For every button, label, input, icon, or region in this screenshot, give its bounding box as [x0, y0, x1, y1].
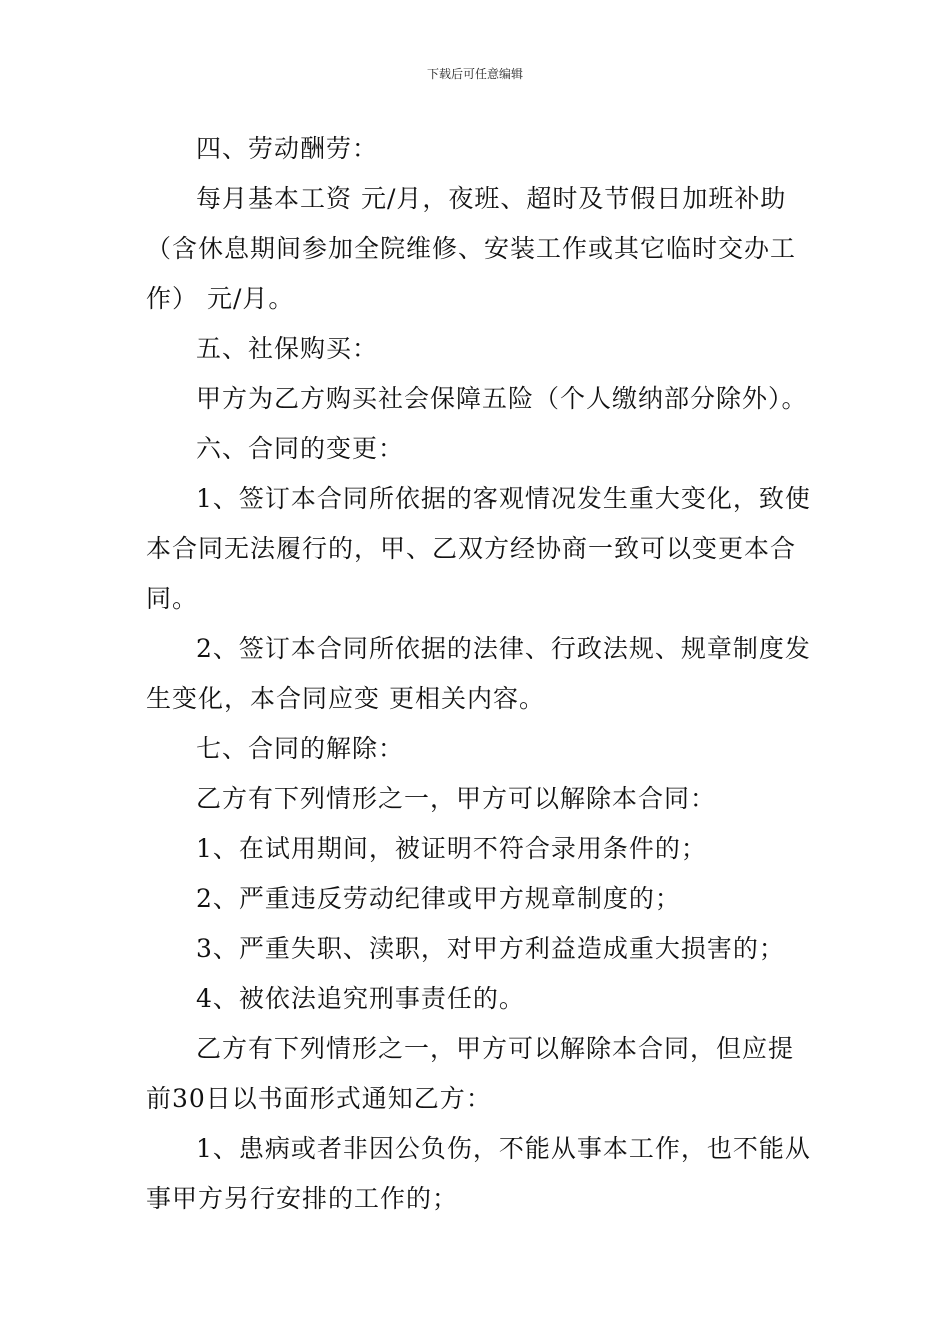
list-item: 1、签订本合同所依据的客观情况发生重大变化，致使: [196, 484, 811, 513]
paragraph-line: （含休息期间参加全院维修、安装工作或其它临时交办工: [146, 234, 797, 263]
paragraph-line: 作） 元/月。: [146, 284, 295, 313]
paragraph-line: 乙方有下列情形之一，甲方可以解除本合同：: [196, 784, 717, 813]
list-item: 1、患病或者非因公负伤，不能从事本工作，也不能从: [196, 1134, 811, 1163]
list-item: 2、严重违反劳动纪律或甲方规章制度的；: [196, 884, 681, 913]
paragraph-line: 本合同无法履行的，甲、乙双方经协商一致可以变更本合: [146, 534, 797, 563]
list-item: 3、严重失职、渎职，对甲方利益造成重大损害的；: [196, 934, 785, 963]
page-header: 下载后可任意编辑: [426, 67, 523, 81]
paragraph-line: 同。: [146, 584, 199, 613]
paragraph-line: 甲方为乙方购买社会保障五险（个人缴纳部分除外）。: [196, 384, 808, 413]
list-item: 1、在试用期间，被证明不符合录用条件的；: [196, 834, 707, 863]
document-body: [146, 124, 811, 1224]
section-heading-remuneration: 四、劳动酬劳：: [196, 134, 379, 163]
section-heading-contract-change: 六、合同的变更：: [196, 434, 405, 463]
paragraph-line: 乙方有下列情形之一，甲方可以解除本合同，但应提: [196, 1034, 795, 1063]
paragraph-line: 每月基本工资 元/月，夜班、超时及节假日加班补助: [196, 184, 787, 213]
paragraph-line: 生变化，本合同应变 更相关内容。: [146, 684, 545, 713]
list-item: 2、签订本合同所依据的法律、行政法规、规章制度发: [196, 634, 811, 663]
paragraph-line: 前30日以书面形式通知乙方：: [146, 1084, 492, 1113]
list-item: 4、被依法追究刑事责任的。: [196, 984, 525, 1013]
section-heading-contract-termination: 七、合同的解除：: [196, 734, 405, 763]
section-heading-social-insurance: 五、社保购买：: [196, 334, 379, 363]
paragraph-line: 事甲方另行安排的工作的；: [146, 1184, 459, 1213]
